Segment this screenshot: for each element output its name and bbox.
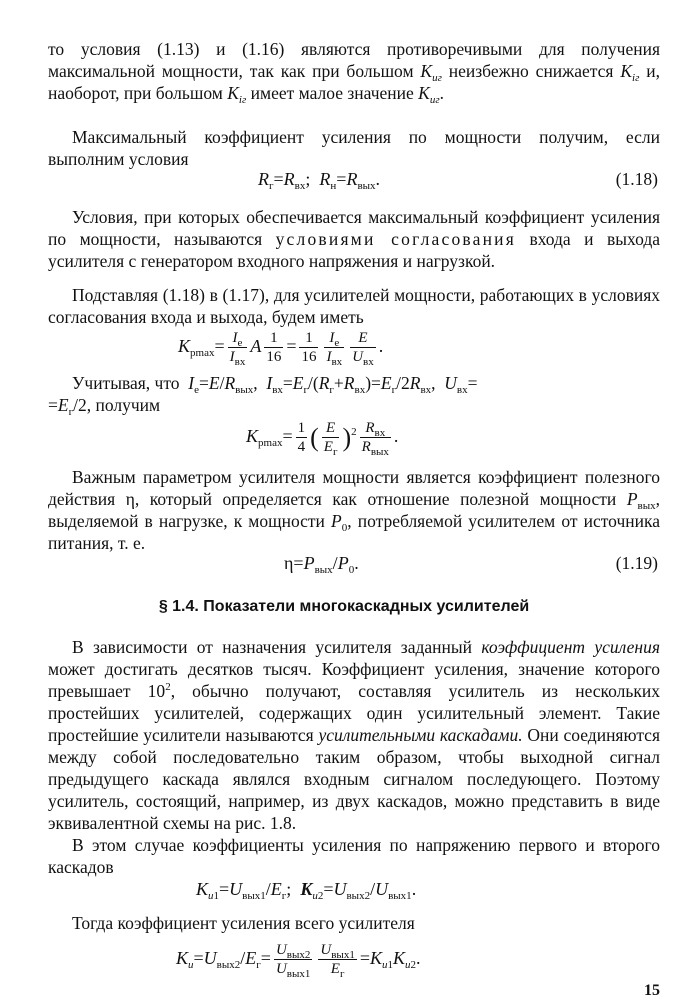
section-heading: § 1.4. Показатели многокаскадных усилителей bbox=[158, 598, 530, 615]
paragraph-max-gain: Максимальный коэффициент усиления по мощности получим, если выполним условия bbox=[48, 127, 660, 169]
text-segment: В зависимости от назначения усилителя заданный bbox=[72, 637, 473, 657]
equation-1-19: $\eta=P_{вых}/P_0$. bbox=[284, 553, 359, 576]
paragraph-considering: Учитывая, что $I_e=E/R_{вых}$, $I_{вх}=E_г/(R_г+R_{вх})=E_г/2R_{вх}$, $U_{вх}=$ $=E_г/2$, получим bbox=[48, 373, 478, 418]
equation-number-1-18: (1.18) bbox=[615, 169, 658, 189]
fraction: $\frac{1}{16}$ bbox=[266, 330, 282, 366]
fraction: $\frac{1}{16}$ bbox=[301, 330, 317, 366]
fraction: $\frac{1}{4}$ bbox=[297, 420, 306, 456]
equation-kpmax-1: $K_{pmax}=$ $\frac{I_e}{I_{вх}}$ A $\frac{1}{16}$ = $\frac{1}{16}$ $\frac{I_e}{I_{вх}}$ $\frac{E}{U_{вх}}$ . bbox=[178, 330, 384, 369]
fraction: $\frac{I_e}{I_{вх}}$ bbox=[326, 330, 343, 369]
italic-term: коэффициент усиления bbox=[481, 637, 661, 657]
paragraph-cascade-gain: В этом случае коэффициенты усиления по напряжению первого и второго каскадов bbox=[48, 835, 660, 877]
page-number: 15 bbox=[644, 982, 660, 999]
equation-1-18: $R_г=R_{вх}$; $R_н=R_{вых}$. bbox=[258, 169, 381, 192]
paragraph-total-gain: Тогда коэффициент усиления всего усилителя bbox=[72, 913, 415, 933]
fraction: $\frac{R_{вх}}{R_{вых}}$ bbox=[361, 420, 389, 459]
paragraph-contradiction: то условия (1.13) и (1.16) являются противоречивыми для получения максимальной мощности, так как при большом $K_{uг}$ неизбежно снижается $K_{iг}$ и, наоборот, при большом $K_{iг}$ имеет малое значение $K_{uг}$. bbox=[48, 39, 660, 106]
spaced-term: условиями согласования bbox=[275, 229, 516, 249]
paragraph-multistage: В зависимости от назначения усилителя заданный коэффициент усиления может достигать десятков тысяч. Коэффициент усиления, значение которого превышает $10^2$, обычно получают, составляя усилитель из нескольких простейших усилителей, содержащих один усилительный элемент. Такие простейшие усилители называются усилительными каскадами. Они соединяются между собой последовательно таким образом, чтобы выходной сигнал предыдущего каскада являлся входным сигналом последующего. Поэтому усилитель, состоящий, например, из двух каскадов, можно представить в виде эквивалентной схемы на рис. 1.8. bbox=[48, 637, 661, 833]
fraction: $\frac{U_{вых2}}{U_{вых1}}$ bbox=[275, 942, 311, 981]
equation-number-1-19: (1.19) bbox=[615, 553, 658, 573]
equation-ku-pair: $K_{u1}=U_{вых1}/E_г$; $K_{u2}=U_{вых2}/U_{вых1}$. bbox=[196, 879, 417, 902]
text-segment: входа и выхода усилителя с генератором входного напряжения и нагрузкой. bbox=[48, 229, 660, 271]
equation-ku-total: $K_u=U_{вых2}/E_г=$ $\frac{U_{вых2}}{U_{вых1}}$ $\frac{U_{вых1}}{E_г}$ $=K_{u1}K_{u2}$. bbox=[176, 942, 421, 981]
paragraph-efficiency: Важным параметром усилителя мощности является коэффициент полезного действия η, который определяется как отношение полезной мощности $P_{вых}$, выделяемой в нагрузке, к мощности $P_0$, потребляемой усилителем от источника питания, т. е. bbox=[48, 467, 660, 553]
fraction: $\frac{U_{вых1}}{E_г}$ bbox=[320, 942, 355, 981]
paragraph-matching-conditions bbox=[48, 206, 660, 272]
text-segment: Они соединяются между собой последовательно таким образом, чтобы выходной сигнал предыдущего каскада являлся входным сигналом последующего. Поэтому усилитель, состоящий, например, из двух каскадов, можно представить в виде эквивалентной схемы на рис. 1.8. bbox=[48, 725, 661, 833]
italic-term: усилительными каскадами. bbox=[318, 725, 523, 745]
text-segment: Условия, при которых обеспечивается максимальный коэффициент усиления по мощности, называются bbox=[48, 207, 660, 249]
paragraph-substituting: Подставляя (1.18) в (1.17), для усилителей мощности, работающих в условиях согласования входа и выхода, будем иметь bbox=[48, 285, 660, 327]
equation-kpmax-2: $K_{pmax}=$ $\frac{1}{4}$ ( $\frac{E}{E_г}$ )$^2$ $\frac{R_{вх}}{R_{вых}}$ . bbox=[246, 420, 399, 459]
fraction: $\frac{I_e}{I_{вх}}$ bbox=[229, 330, 246, 369]
fraction: $\frac{E}{U_{вх}}$ bbox=[352, 330, 374, 369]
fraction: $\frac{E}{E_г}$ bbox=[323, 420, 338, 459]
